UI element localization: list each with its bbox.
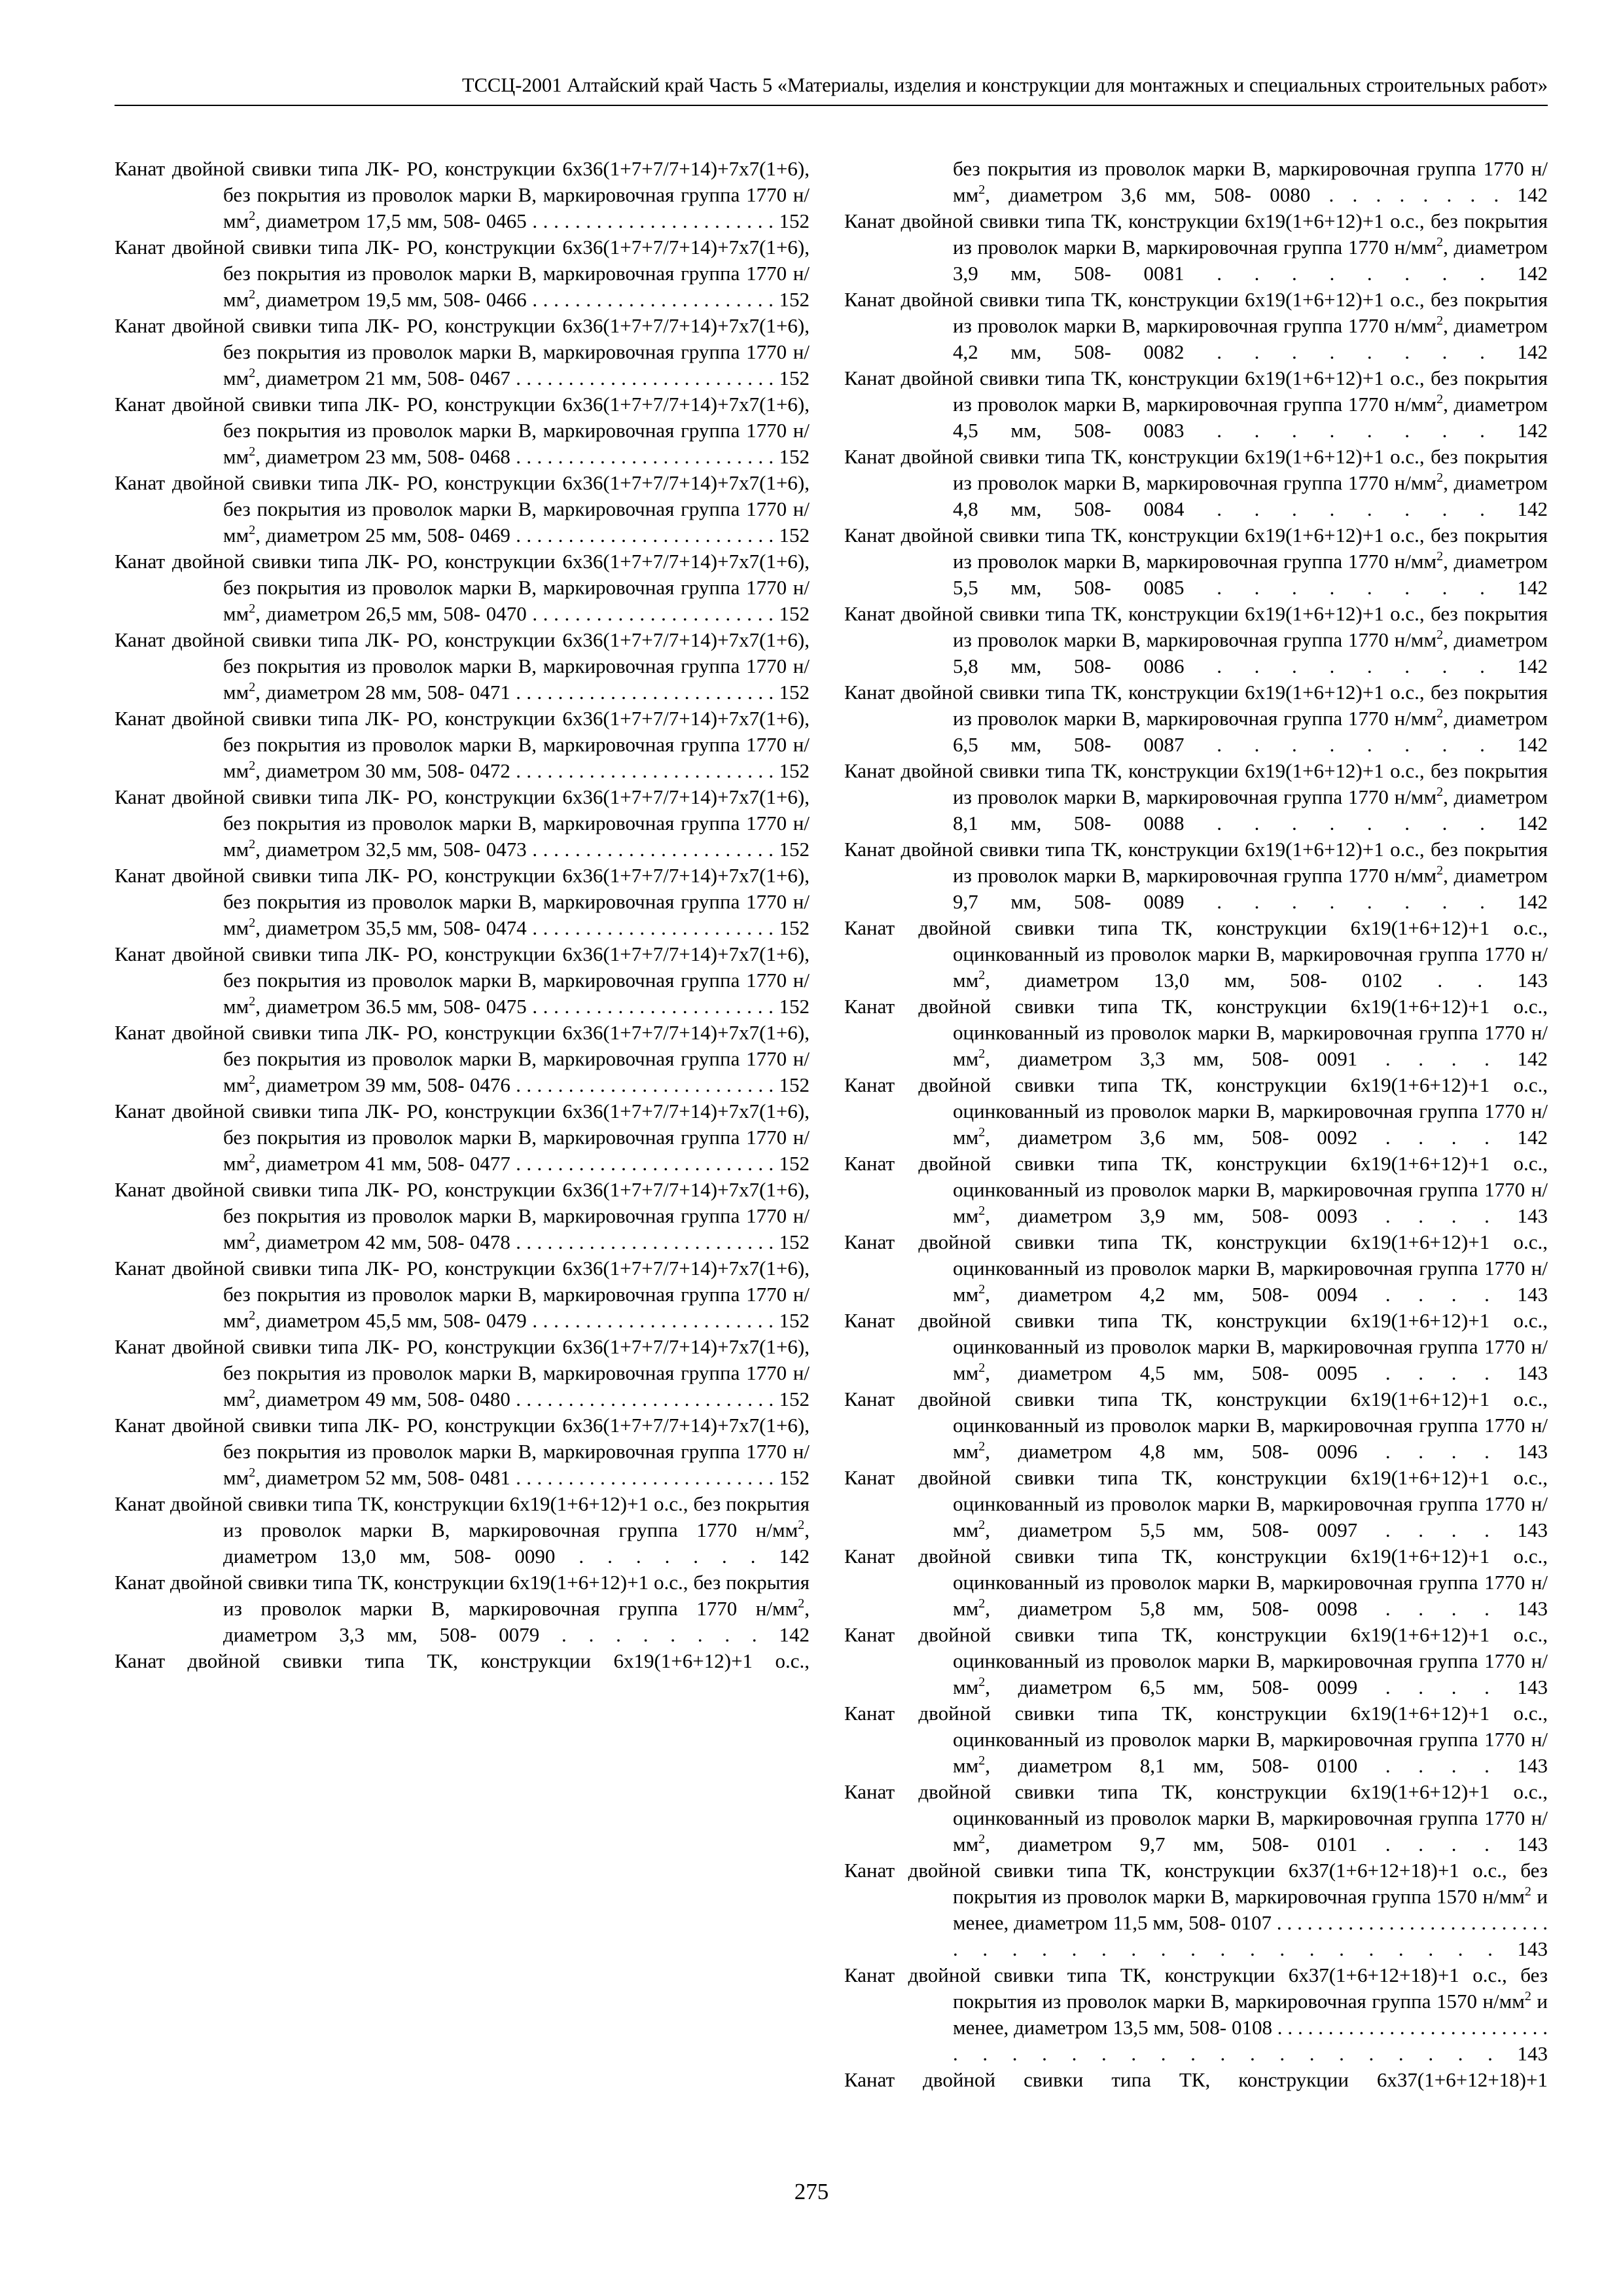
index-entry [844,1700,1548,1779]
entry-text: Канат двойной свивки типа ЛК- РО, конструкции 6х36(1+7+7/7+14)+7х7(1+6), без покрытия из проволок марки В, маркировочная группа 1770 н/мм [115,393,810,468]
entry-text: Канат двойной свивки типа ЛК- РО, конструкции 6х36(1+7+7/7+14)+7х7(1+6), без покрытия из проволок марки В, маркировочная группа 1770 н/мм [115,864,810,939]
index-entry [115,627,810,706]
entry-text: и менее, диаметром 11,5 мм, 508- 0107 . . . . . . . . . . . . . . . . . . . . . . . . . . . . . . . . . . . . . . . . . . . . . . 143 [953,1885,1548,1960]
entry-text: , диаметром 23 мм, 508- 0468 . . . . . . . . . . . . . . . . . . . . . . . . . 152 [255,445,810,468]
entry-text: , диаметром 21 мм, 508- 0467 . . . . . . . . . . . . . . . . . . . . . . . . . 152 [255,367,810,389]
index-entry [844,679,1548,758]
index-entry [844,1308,1548,1386]
entry-text: Канат двойной свивки типа ЛК- РО, конструкции 6х36(1+7+7/7+14)+7х7(1+6), без покрытия из проволок марки В, маркировочная группа 1770 н/мм [115,1335,810,1410]
entry-text: Канат двойной свивки типа ТК, конструкции 6х19(1+6+12)+1 о.с., оцинкованный из проволок марки В, маркировочная группа 1770 н/мм [844,995,1548,1070]
superscript-text: 2 [978,1675,986,1689]
superscript-text: 2 [249,916,256,930]
index-entry [844,208,1548,287]
entry-text: Канат двойной свивки типа ТК, конструкции 6х19(1+6+12)+1 о.с., оцинкованный из проволок марки В, маркировочная группа 1770 н/мм [844,1702,1548,1777]
index-entry [115,1020,810,1098]
entry-text: , диаметром 19,5 мм, 508- 0466 . . . . . . . . . . . . . . . . . . . . . . . 152 [255,288,810,311]
entry-text: без покрытия из проволок марки В, маркировочная группа 1770 н/мм [953,157,1548,206]
entry-text: Канат двойной свивки типа ТК, конструкции 6х19(1+6+12)+1 о.с., оцинкованный из проволок марки В, маркировочная группа 1770 н/мм [844,1152,1548,1227]
entry-text: Канат двойной свивки типа ЛК- РО, конструкции 6х36(1+7+7/7+14)+7х7(1+6), без покрытия из проволок марки В, маркировочная группа 1770 н/мм [115,157,810,232]
index-entry [115,1255,810,1334]
entry-text: Канат двойной свивки типа ТК, конструкции 6х19(1+6+12)+1 о.с., без покрытия из проволок марки В, маркировочная группа 1770 н/мм [115,1571,810,1620]
superscript-text: 2 [1436,628,1444,642]
superscript-text: 2 [798,1518,805,1532]
superscript-text: 2 [978,1596,986,1611]
index-entry [115,1491,810,1570]
entry-text: Канат двойной свивки типа ТК, конструкции 6х19(1+6+12)+1 о.с., без покрытия из проволок марки В, маркировочная группа 1770 н/мм [844,524,1548,573]
index-entry [844,994,1548,1072]
superscript-text: 2 [249,1230,256,1244]
superscript-text: 2 [249,523,256,537]
entry-text: , диаметром 13,0 мм, 508- 0102 . . 143 [985,969,1548,992]
entry-text: Канат двойной свивки типа ТК, конструкции 6х19(1+6+12)+1 о.с., оцинкованный из проволок марки В, маркировочная группа 1770 н/мм [844,1545,1548,1620]
superscript-text: 2 [249,1387,256,1401]
superscript-text: 2 [1436,235,1444,249]
entry-text: , диаметром 13,0 мм, 508- 0090 . . . . . . . 142 [223,1518,810,1568]
entry-text: , диаметром 6,5 мм, 508- 0087 . . . . . . . . 142 [953,707,1548,756]
entry-text: , диаметром 8,1 мм, 508- 0088 . . . . . . . . 142 [953,785,1548,834]
entry-text: и менее, диаметром 13,5 мм, 508- 0108 . . . . . . . . . . . . . . . . . . . . . . . . . . . . . . . . . . . . . . . . . . . . . . 143 [953,1990,1548,2065]
superscript-text: 2 [978,1204,986,1218]
index-entry [115,941,810,1020]
entry-text: Канат двойной свивки типа ЛК- РО, конструкции 6х36(1+7+7/7+14)+7х7(1+6), без покрытия из проволок марки В, маркировочная группа 1770 н/мм [115,785,810,861]
entry-text: , диаметром 39 мм, 508- 0476 . . . . . . . . . . . . . . . . . . . . . . . . . 152 [255,1073,810,1096]
entry-text: , диаметром 4,2 мм, 508- 0094 . . . . 143 [985,1283,1548,1306]
superscript-text: 2 [1436,471,1444,485]
entry-text: , диаметром 4,5 мм, 508- 0083 . . . . . . . . 142 [953,393,1548,442]
entry-text: Канат двойной свивки типа ТК, конструкции 6х19(1+6+12)+1 о.с., оцинкованный из проволок марки В, маркировочная группа 1770 н/мм [844,1466,1548,1541]
entry-text: , диаметром 28 мм, 508- 0471 . . . . . . . . . . . . . . . . . . . . . . . . . 152 [255,681,810,704]
superscript-text: 2 [249,444,256,459]
entry-text: , диаметром 42 мм, 508- 0478 . . . . . . . . . . . . . . . . . . . . . . . . . 152 [255,1230,810,1253]
entry-text: Канат двойной свивки типа ТК, конструкции 6х37(1+6+12+18)+1 о.с., без покрытия из проволок марки В, маркировочная группа 1570 н/мм [844,1859,1548,1908]
entry-text: Канат двойной свивки типа ТК, конструкции 6х19(1+6+12)+1 о.с., без покрытия из проволок марки В, маркировочная группа 1770 н/мм [844,681,1548,730]
superscript-text: 2 [1436,706,1444,721]
entry-text: , диаметром 45,5 мм, 508- 0479 . . . . . . . . . . . . . . . . . . . . . . . 152 [255,1309,810,1332]
entry-text: , диаметром 4,2 мм, 508- 0082 . . . . . . . . 142 [953,314,1548,363]
entry-text: , диаметром 9,7 мм, 508- 0101 . . . . 143 [985,1833,1548,1856]
superscript-text: 2 [1436,863,1444,878]
index-entry [844,287,1548,365]
superscript-text: 2 [978,1832,986,1846]
entry-text: , диаметром 4,8 мм, 508- 0084 . . . . . . . . 142 [953,471,1548,520]
superscript-text: 2 [1524,1989,1531,2003]
index-entry [844,758,1548,836]
index-entry [115,1334,810,1412]
entry-text: Канат двойной свивки типа ТК, конструкции 6х19(1+6+12)+1 о.с., оцинкованный из проволок марки В, маркировочная группа 1770 н/мм [844,1073,1548,1149]
header-rule [115,105,1548,106]
entry-text: , диаметром 4,5 мм, 508- 0095 . . . . 143 [985,1361,1548,1384]
entry-text: , диаметром 41 мм, 508- 0477 . . . . . . . . . . . . . . . . . . . . . . . . . 152 [255,1152,810,1175]
index-entry [115,1177,810,1255]
index-entry [115,548,810,627]
index-entry [115,863,810,941]
index-entry [844,1072,1548,1151]
superscript-text: 2 [1436,785,1444,799]
superscript-text: 2 [978,1518,986,1532]
entry-text: , диаметром 5,5 мм, 508- 0085 . . . . . . . . 142 [953,550,1548,599]
index-column-left [115,156,810,1674]
entry-text: Канат двойной свивки типа ЛК- РО, конструкции 6х36(1+7+7/7+14)+7х7(1+6), без покрытия из проволок марки В, маркировочная группа 1770 н/мм [115,314,810,389]
entry-text: Канат двойной свивки типа ТК, конструкции 6х19(1+6+12)+1 о.с., оцинкованный из проволок марки В, маркировочная группа 1770 н/мм [844,1309,1548,1384]
index-entry [115,1570,810,1648]
superscript-text: 2 [249,366,256,380]
superscript-text: 2 [1524,1884,1531,1899]
entry-text: , диаметром 5,5 мм, 508- 0097 . . . . 143 [985,1518,1548,1541]
superscript-text: 2 [249,209,256,223]
superscript-text: 2 [249,1151,256,1166]
entry-text: Канат двойной свивки типа ТК, конструкции 6х19(1+6+12)+1 о.с., без покрытия из проволок марки В, маркировочная группа 1770 н/мм [844,759,1548,808]
entry-text: , диаметром 32,5 мм, 508- 0473 . . . . . . . . . . . . . . . . . . . . . . . 152 [255,838,810,861]
index-entry [844,1857,1548,1962]
superscript-text: 2 [978,1282,986,1297]
entry-text: , диаметром 35,5 мм, 508- 0474 . . . . . . . . . . . . . . . . . . . . . . . 152 [255,916,810,939]
index-entry [115,234,810,313]
superscript-text: 2 [249,601,256,616]
index-entry [844,1543,1548,1622]
entry-text: Канат двойной свивки типа ТК, конструкции 6х19(1+6+12)+1 о.с., оцинкованный из проволок марки В, маркировочная группа 1770 н/мм [844,1623,1548,1698]
entry-text: Канат двойной свивки типа ТК, конструкции 6х37(1+6+12+18)+1 о.с., без покрытия из проволок марки В, маркировочная группа 1570 н/мм [844,1964,1548,2013]
entry-text: Канат двойной свивки типа ТК, конструкции 6х19(1+6+12)+1 о.с., без покрытия из проволок марки В, маркировочная группа 1770 н/мм [115,1492,810,1541]
superscript-text: 2 [798,1596,805,1611]
index-entry [844,444,1548,522]
entry-text: Канат двойной свивки типа ТК, конструкции 6х19(1+6+12)+1 о.с., без покрытия из проволок марки В, маркировочная группа 1770 н/мм [844,445,1548,494]
index-entry [115,470,810,548]
entry-text: Канат двойной свивки типа ЛК- РО, конструкции 6х36(1+7+7/7+14)+7х7(1+6), без покрытия из проволок марки В, маркировочная группа 1770 н/мм [115,1414,810,1489]
index-entry [115,706,810,784]
superscript-text: 2 [1436,392,1444,406]
superscript-text: 2 [1436,314,1444,328]
entry-text: Канат двойной свивки типа ЛК- РО, конструкции 6х36(1+7+7/7+14)+7х7(1+6), без покрытия из проволок марки В, маркировочная группа 1770 н/мм [115,1100,810,1175]
entry-text: Канат двойной свивки типа ЛК- РО, конструкции 6х36(1+7+7/7+14)+7х7(1+6), без покрытия из проволок марки В, маркировочная группа 1770 н/мм [115,236,810,311]
entry-text: Канат двойной свивки типа ТК, конструкции 6х37(1+6+12+18)+1 [844,2068,1548,2091]
index-entry [844,1779,1548,1857]
running-header: ТССЦ-2001 Алтайский край Часть 5 «Материалы, изделия и конструкции для монтажных и специальных строительных работ» [461,74,1548,96]
index-entry [115,391,810,470]
index-entry [844,1622,1548,1700]
index-column-right [844,156,1548,2093]
entry-text: Канат двойной свивки типа ТК, конструкции 6х19(1+6+12)+1 о.с., оцинкованный из проволок марки В, маркировочная группа 1770 н/мм [844,1780,1548,1856]
superscript-text: 2 [249,759,256,773]
entry-text: Канат двойной свивки типа ЛК- РО, конструкции 6х36(1+7+7/7+14)+7х7(1+6), без покрытия из проволок марки В, маркировочная группа 1770 н/мм [115,1257,810,1332]
superscript-text: 2 [1436,549,1444,564]
entry-text: , диаметром 3,9 мм, 508- 0081 . . . . . . . . 142 [953,236,1548,285]
entry-text: , диаметром 30 мм, 508- 0472 . . . . . . . . . . . . . . . . . . . . . . . . . 152 [255,759,810,782]
entry-text: , диаметром 3,9 мм, 508- 0093 . . . . 143 [985,1204,1548,1227]
entry-text: , диаметром 3,6 мм, 508- 0080 . . . . . . . . 142 [985,183,1548,206]
entry-text: Канат двойной свивки типа ТК, конструкции 6х19(1+6+12)+1 о.с., без покрытия из проволок марки В, маркировочная группа 1770 н/мм [844,288,1548,337]
entry-text: Канат двойной свивки типа ЛК- РО, конструкции 6х36(1+7+7/7+14)+7х7(1+6), без покрытия из проволок марки В, маркировочная группа 1770 н/мм [115,628,810,704]
superscript-text: 2 [978,968,986,982]
entry-text: Канат двойной свивки типа ЛК- РО, конструкции 6х36(1+7+7/7+14)+7х7(1+6), без покрытия из проволок марки В, маркировочная группа 1770 н/мм [115,942,810,1018]
entry-text: , диаметром 9,7 мм, 508- 0089 . . . . . . . . 142 [953,864,1548,913]
superscript-text: 2 [249,1073,256,1087]
entry-text: Канат двойной свивки типа ЛК- РО, конструкции 6х36(1+7+7/7+14)+7х7(1+6), без покрытия из проволок марки В, маркировочная группа 1770 н/мм [115,1178,810,1253]
index-entry [115,313,810,391]
index-entry [844,1229,1548,1308]
index-entry [844,2067,1548,2093]
index-entry [844,522,1548,601]
entry-text: , диаметром 5,8 мм, 508- 0086 . . . . . . . . 142 [953,628,1548,677]
superscript-text: 2 [978,1361,986,1375]
superscript-text: 2 [978,1125,986,1139]
entry-text: , диаметром 25 мм, 508- 0469 . . . . . . . . . . . . . . . . . . . . . . . . . 152 [255,524,810,547]
index-entry [844,1151,1548,1229]
index-entry [115,156,810,234]
superscript-text: 2 [978,1753,986,1768]
entry-text: , диаметром 3,6 мм, 508- 0092 . . . . 142 [985,1126,1548,1149]
entry-text: Канат двойной свивки типа ТК, конструкции 6х19(1+6+12)+1 о.с., оцинкованный из проволок марки В, маркировочная группа 1770 н/мм [844,916,1548,992]
entry-text: Канат двойной свивки типа ЛК- РО, конструкции 6х36(1+7+7/7+14)+7х7(1+6), без покрытия из проволок марки В, маркировочная группа 1770 н/мм [115,471,810,547]
superscript-text: 2 [978,1439,986,1454]
index-entry [844,365,1548,444]
index-entry [844,1386,1548,1465]
index-entry [844,915,1548,994]
superscript-text: 2 [978,183,986,197]
index-entry [115,1648,810,1674]
superscript-text: 2 [249,1308,256,1323]
superscript-text: 2 [249,680,256,694]
entry-text: Канат двойной свивки типа ТК, конструкции 6х19(1+6+12)+1 о.с., без покрытия из проволок марки В, маркировочная группа 1770 н/мм [844,209,1548,259]
entry-text: Канат двойной свивки типа ТК, конструкции 6х19(1+6+12)+1 о.с., без покрытия из проволок марки В, маркировочная группа 1770 н/мм [844,602,1548,651]
page-number: 275 [794,2179,829,2204]
index-entry [844,1465,1548,1543]
superscript-text: 2 [249,1465,256,1480]
entry-text: , диаметром 3,3 мм, 508- 0091 . . . . 142 [985,1047,1548,1070]
index-entry [115,784,810,863]
entry-text: , диаметром 6,5 мм, 508- 0099 . . . . 143 [985,1676,1548,1698]
index-entry [844,601,1548,679]
entry-text: Канат двойной свивки типа ТК, конструкции 6х19(1+6+12)+1 о.с., оцинкованный из проволок марки В, маркировочная группа 1770 н/мм [844,1230,1548,1306]
index-entry [115,1412,810,1491]
superscript-text: 2 [978,1047,986,1061]
entry-text: Канат двойной свивки типа ТК, конструкции 6х19(1+6+12)+1 о.с., без покрытия из проволок марки В, маркировочная группа 1770 н/мм [844,838,1548,887]
entry-text: Канат двойной свивки типа ТК, конструкции 6х19(1+6+12)+1 о.с., оцинкованный из проволок марки В, маркировочная группа 1770 н/мм [844,1388,1548,1463]
superscript-text: 2 [249,994,256,1009]
entry-text: Канат двойной свивки типа ТК, конструкции 6х19(1+6+12)+1 о.с., без покрытия из проволок марки В, маркировочная группа 1770 н/мм [844,367,1548,416]
entry-text: Канат двойной свивки типа ЛК- РО, конструкции 6х36(1+7+7/7+14)+7х7(1+6), без покрытия из проволок марки В, маркировочная группа 1770 н/мм [115,550,810,625]
entry-text: Канат двойной свивки типа ТК, конструкции 6х19(1+6+12)+1 о.с., [115,1649,810,1672]
index-entry-continuation [844,156,1548,208]
entry-text: , диаметром 4,8 мм, 508- 0096 . . . . 143 [985,1440,1548,1463]
entry-text: , диаметром 26,5 мм, 508- 0470 . . . . . . . . . . . . . . . . . . . . . . . 152 [255,602,810,625]
index-entry [844,836,1548,915]
entry-text: , диаметром 5,8 мм, 508- 0098 . . . . 143 [985,1597,1548,1620]
superscript-text: 2 [249,837,256,852]
entry-text: Канат двойной свивки типа ЛК- РО, конструкции 6х36(1+7+7/7+14)+7х7(1+6), без покрытия из проволок марки В, маркировочная группа 1770 н/мм [115,707,810,782]
index-entry [115,1098,810,1177]
superscript-text: 2 [249,287,256,302]
entry-text: Канат двойной свивки типа ЛК- РО, конструкции 6х36(1+7+7/7+14)+7х7(1+6), без покрытия из проволок марки В, маркировочная группа 1770 н/мм [115,1021,810,1096]
entry-text: , диаметром 52 мм, 508- 0481 . . . . . . . . . . . . . . . . . . . . . . . . . 152 [255,1466,810,1489]
index-entry [844,1962,1548,2067]
entry-text: , диаметром 8,1 мм, 508- 0100 . . . . 143 [985,1754,1548,1777]
entry-text: , диаметром 3,3 мм, 508- 0079 . . . . . . . . 142 [223,1597,810,1646]
entry-text: , диаметром 36.5 мм, 508- 0475 . . . . . . . . . . . . . . . . . . . . . . . 152 [255,995,810,1018]
entry-text: , диаметром 17,5 мм, 508- 0465 . . . . . . . . . . . . . . . . . . . . . . . 152 [255,209,810,232]
entry-text: , диаметром 49 мм, 508- 0480 . . . . . . . . . . . . . . . . . . . . . . . . . 152 [255,1388,810,1410]
